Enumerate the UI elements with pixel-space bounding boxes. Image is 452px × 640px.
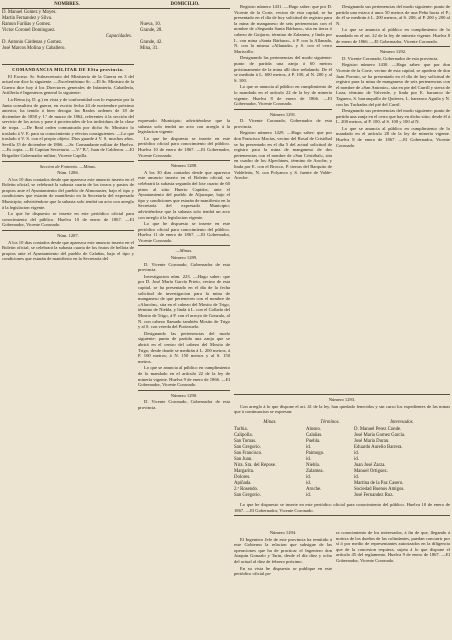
- list-item-term: Aroche.: [306, 487, 322, 492]
- notice-number: Número 1291.: [269, 111, 297, 117]
- mines-list: [234, 420, 450, 499]
- terms-header: Términos.: [320, 420, 340, 425]
- list-item-mine: San Gregorio.: [234, 445, 261, 450]
- table-row-name: José Marcos Molina y Caballero.: [2, 46, 66, 51]
- list-item-mine: Apiñada.: [234, 481, 252, 486]
- notice-number: Número 1294.: [269, 530, 297, 535]
- list-item-who: José María Duran.: [354, 439, 390, 444]
- paragraph: Lo que se anuncia al público en cumplimiento de lo mandado en el artículo 22 de la ley de minería vigente. Huelva 9 de enero de 1866. —El Gobernador, Vicente Coronado.: [138, 365, 230, 388]
- list-item-mine: San Francisco.: [234, 451, 263, 456]
- list-item-who: Sociedad Buenos Amigos.: [354, 487, 405, 492]
- list-item-mine: San Tomas.: [234, 439, 257, 444]
- list-item-who: José Maria Gomez García.: [354, 433, 406, 438]
- notice-number: Número 1289.: [170, 255, 198, 261]
- table-row-name: Victor Coronel Dominguez.: [2, 28, 56, 33]
- paragraph: El Excmo. Sr. Subsecretario del Ministerio de la Guerra en 3 del actual me dice lo siguiente. —Excelentísimo Sr. —El Sr. Ministro de la Guerra dice hoy á los Directores generales de Infantería, Caballería, Artillería é Ingenieros general lo siguiente:: [2, 73, 134, 96]
- list-item-who: id.: [354, 451, 359, 456]
- list-item-who: id.: [354, 475, 359, 480]
- list-item-who: D. Manuel Perez Conde.: [354, 427, 402, 432]
- notice-number: Número 1292.: [379, 49, 407, 55]
- paragraph: D. Vicente Coronado, Gobernador de esta provincia.: [342, 55, 439, 61]
- paragraph: Lo que he dispuesto se inserte en este periódico oficial para conocimiento del público. Huelva 10 de enero de 1867. —El Gobernador, Vicente Coronado.: [234, 502, 450, 513]
- column-3: [234, 4, 332, 182]
- paragraph: Registro número 1429. —Hago saber: que por don Francisco Macías, vecino del Rosal de Cristóbal se ha presentado en el día 5 del actual solicitud de registro para la mina de manganeso de dos pertenencias con el nombre de «San Cristóbal», sita en cuadro de los Alpechines, término de Aroche, y linda por E. con el Brocco, P. tierras del Barquito de Valdeleón, N. con Polyanco y S. fuente de Valde-Aroche.: [234, 130, 332, 181]
- list-item-term: Calañas.: [306, 433, 323, 438]
- list-item-term: Alosno.: [306, 427, 322, 432]
- table-row-name: Martin Fernandez y Silva.: [2, 16, 53, 21]
- paragraph: Designando las pertenencias del modo siguiente: punto de partida una zanja á 60 metros próximamente de la mina allí dice señalando. De él se medirán á L. 600 metros, á P. 100, al N. 200 y al S. 100.: [234, 55, 332, 83]
- paragraph: A los 10 dias contados desde que aparezca este anuncio inserto en el Boletin oficial, se celebrará la subasta cuarta de los trozos y pastos de propios ante el Ayuntamiento del pueblo de Almonaster, bajo el tipo y condiciones que estarán de manifiesto en la Secretaría del expresado Municipio; advirtiéndose que la subasta solo tendrá un acto con arreglo á la legislacion vigente.: [2, 176, 134, 210]
- paragraph: Lo que se anuncia al público en cumplimiento de lo mandado en el artículo 22 de la ley de minería vigente. Huelva 8 de enero de 1866. —El Gobernador, Vicente Coronado.: [234, 84, 332, 107]
- domicile-header: DOMICILIO.: [170, 2, 200, 7]
- list-item-who: id.: [354, 457, 359, 462]
- list-item-term: Zalamea.: [306, 469, 324, 474]
- paragraph: En su vista he dispuesto se publique en este periódico oficial pa-: [234, 565, 332, 577]
- list-item-who: José Fernandez Ruz.: [354, 493, 394, 498]
- paragraph: Designando sus pertenencias del modo siguiente: punto de partida una estaca á unos 50 metros de una Peña hacia el P.; de él se medirán á L. 200 metros, al S. 200; al P. 200 y 200 al N.: [336, 4, 450, 26]
- section-subheading: Seccion de Fomento. —Minas.: [39, 163, 97, 169]
- paragraph: Registro número 1430. —Hago saber: que por don Vicente de la Corte, vecino de esta capital, se apodera de don Juan Porrato, se ha presentado en el día de hoy solicitud de registro para la mina de manganeso de seis pertenencias con el nombre de «San Antonio», sita en pie del Carrill y sierra de Loza, término de Valverde, y linda por E. barranco de Taguero, S. barranquillo de Quiteres, L. barranco Aguila y N. con las Tuchadas del pié del Carril.: [336, 62, 450, 107]
- list-item-term: id.: [306, 457, 311, 462]
- table-row-place: Nueva, 10.: [140, 22, 161, 27]
- notice-number: Número 1293.: [328, 397, 356, 402]
- column-4: [336, 4, 450, 149]
- names-table: [2, 2, 230, 52]
- paragraph: Lo que he dispuesto se inserte en este periódico oficial para conocimiento del público. Huelva 11 de enero de 1867. —El Gobernador, Vicente Coronado.: [138, 221, 230, 243]
- table-row-place: Mina, 31.: [140, 46, 159, 51]
- list-item-term: id.: [306, 475, 311, 480]
- notice-number: Núm. 1287.: [57, 233, 79, 239]
- interested-header: Interesados.: [390, 420, 414, 425]
- mines-header: Minas.: [263, 420, 277, 425]
- list-item-who: Eduardo Aurelio Barrera.: [354, 445, 403, 450]
- column-1: [2, 62, 134, 263]
- list-item-mine: Turbia.: [234, 427, 248, 432]
- paragraph: El Ingeniero Jefe de este provincia ha remitido á este Gobierno la relacion que subsigue de las operaciones que ha de practicar el Ingeniero don Joaquin Gonzalo y Tarin, desde el día diez y ocho del actual al diez de febrero próximo.: [234, 536, 332, 564]
- paragraph: Con arreglo á lo que dispone el art. 41 de la ley, han quedado fenecidos y sin curso los expedientes de las minas que á continuacion se expresan:: [234, 403, 450, 415]
- section-subheading: —Minas.: [175, 248, 193, 254]
- paragraph: Lo que se anuncia al público en cumplimiento de lo mandado en el art. 22 de la ley de minería vigente. Huelva 8 de enero de 1866. —El Gobernador, Vicente Coronado.: [336, 27, 450, 44]
- table-row-name: D. Manuel Gomez y Moyes.: [2, 10, 57, 15]
- table-row-name: Ramon Fariñas y Gomez.: [2, 22, 52, 27]
- paragraph: Designando sus pertenencias del modo siguiente: punto de partida una zanja en el cerro que hay en dicho sitio; desde él á L. 200 metros, al P. 100, al S. 100 y 100 al N.: [336, 108, 450, 125]
- paragraph: Investigacion núm. 223. —Hago saber: que por D. José María García Prieto, vecino de esta capital, se ha presentado en el día de la fecha solicitud de investigacion para la mina de manganeso de que pertenecen con el nombre de «Alarcón», sita en el cabezo del Mosito de Trigo, término de Niebla, y linda á L. con el Collado del Mosito de Trigo, á P. con el arroyo de Gonzalo, al N. con cabezo llamado también Mosito de Trigo y al S. con vereda del Portezuelo.: [138, 273, 230, 330]
- paragraph: Lo que he dispuesto se inserte en este periódico oficial para conocimiento del público. Huelva 10 de enero de 1867. —El Gobernador, Vicente Coronado.: [2, 211, 134, 228]
- paragraph: Lo que he dispuesto se inserte en este periódico oficial para conocimiento del público. Huelva 10 de enero de 1867. —El Gobernador, Vicente Coronado.: [138, 135, 230, 158]
- notice-1293: [234, 392, 450, 416]
- notice-number: Número 1290.: [170, 392, 198, 398]
- list-item-term: Niebla.: [306, 463, 320, 468]
- list-item-mine: Calipolla.: [234, 433, 253, 438]
- table-row-place: Grande, 42.: [140, 40, 163, 45]
- list-item-term: id.: [306, 445, 311, 450]
- column-2: [138, 118, 230, 412]
- paragraph: A los 10 dias contados desde que aparezca este anuncio inserto en el Boletin oficial, se celebrará la subasta cuarta de los frutos de bellota de propios ante el Ayuntamiento del pueblo de Calañas, bajo el tipo y condiciones que estarán de manifiesto en la Secretaría del: [2, 239, 134, 262]
- list-item-mine: San Juan.: [234, 457, 253, 462]
- table-row-place: Grande, 28.: [140, 28, 163, 33]
- list-item-who: Juan José Zarza.: [354, 463, 386, 468]
- list-item-mine: 2.ª Rosendo.: [234, 487, 259, 492]
- list-item-who: Martina de la Paz Casero.: [354, 481, 404, 486]
- paragraph: expresado Municipio; advirtiéndose que la subasta solo tendrá un acto con arreglo á la legislacion vigente.: [138, 118, 230, 135]
- notice-number: Núm. 1286.: [57, 170, 79, 176]
- paragraph: ra conocimiento de los interesados, á fin de que, llegando á noticia de los dueños de las colindantes, puedan concurrir por sí ó por medio de representantes autorizados en la diligencia que de la concesion requiera, sujeta á lo que dispone el artículo 45 del reglamento. Huelva 9 de enero de 1867. —El Gobernador, Vicente Coronado.: [336, 530, 450, 563]
- list-item-mine: Margarita.: [234, 469, 255, 474]
- paragraph: D. Vicente Coronado, Gobernador de esta provincia.: [234, 118, 332, 129]
- paragraph: D. Vicente Coronado, Gobernador de esta provincia.: [138, 261, 230, 273]
- table-row-name: D. Antonio Cárdenas y Gomez.: [2, 40, 63, 45]
- list-item-mine: Nira. Sra. del Repose.: [234, 463, 277, 468]
- list-item-who: Manuel Ortiguez.: [354, 469, 388, 474]
- paragraph: D. Vicente Coronado, Gobernador de esta provincia.: [138, 399, 230, 410]
- paragraph: A los 30 dias contados desde que aparezca este anuncio inserto en el Boletin oficial, se celebrará la subasta segunda del lote cuarto de 60 pinos al sitio Huerto Capidos, ante el Ayuntamiento del pueblo de Aljaraque, bajo el tipo y condiciones que estarán de manifiesto en la Secretaría del expresado Municipio; advirtiéndose que la subasta solo tendrá un acto con arreglo á la legislacion vigente.: [138, 169, 230, 220]
- bottom-notices: [234, 502, 450, 518]
- notice-1294: [234, 530, 332, 578]
- list-item-term: id.: [306, 493, 311, 498]
- section-heading: COMANDANCIA MILITAR DE ESta provincia.: [12, 67, 124, 72]
- list-item-term: Paimogo.: [306, 451, 325, 456]
- paragraph: Designando las pertenencias del modo siguiente: punto de partida una zanja que se abrirá en el centro del cabezo del Mosito de Trigo; desde donde se medirán á L. 200 metros, á P. 100 metros; á N. 150 metros y al S. 150 metros.: [138, 330, 230, 364]
- list-item-mine: Dolores.: [234, 475, 251, 480]
- list-item-mine: San Gregorio.: [234, 493, 261, 498]
- list-item-term: Puebla.: [306, 439, 321, 444]
- paragraph: La Reina (q. D. g.) en vista y de conformidad con lo expuesto por la Junta consultiva de guerra, en escrito fecha 24 de noviembre próximo anterior, ha tenido á bien derogar las Reales ordenes de 18 de diciembre de 1858 y 1.º de marzo de 1862, referentes á la sección del servicio de los actos y pase á provinciales de los individuos de la clase de tropa. —De Real orden comunicada por dicho Sr. Ministro lo traslado á V. E. para su conocimiento y efectos consiguientes. —Lo que traslado á V. S. con el propio objeto. Dios guarde á V. S. muchos años. Sevilla 15 de diciembre de 1866. —Sr. Comandante militar de Huelva. —Es copia. —El Capitan Secretario. —V.º B.º, Juan de Calderon. —El Brigadier Gobernador militar, Vicente Capilla.: [2, 96, 134, 158]
- table-row-name: Capacidades.: [105, 34, 132, 39]
- notice-1294-continued: [336, 530, 450, 565]
- names-header: NOMBRES.: [54, 2, 80, 7]
- notice-number: Número 1288.: [170, 163, 198, 169]
- paragraph: Lo que se anuncia al público en cumplimiento de lo mandado en el artículo 28 de la ley de minería vigente. Huelva 8 de enero de 1867. —El Gobernador, Vicente Coronado.: [336, 125, 450, 148]
- list-item-term: id.: [306, 481, 311, 486]
- paragraph: Registro número 1431. —Hago saber: que por D. Vicente de la Corte, vecino de esta capital, se ha presentado en el día de hoy solicitud de registro para la mina de manganeso de seis pertenencias con el nombre de «Segunda Santa Bárbara», sita en tierra ó cabezo de Guijarro, término de Zalamea, y linda por L. con mina «Santa Bárbara», á P. con la Allanada, N. con la misma «Allanada» y S. con el cerro Mariscillo.: [234, 4, 332, 54]
